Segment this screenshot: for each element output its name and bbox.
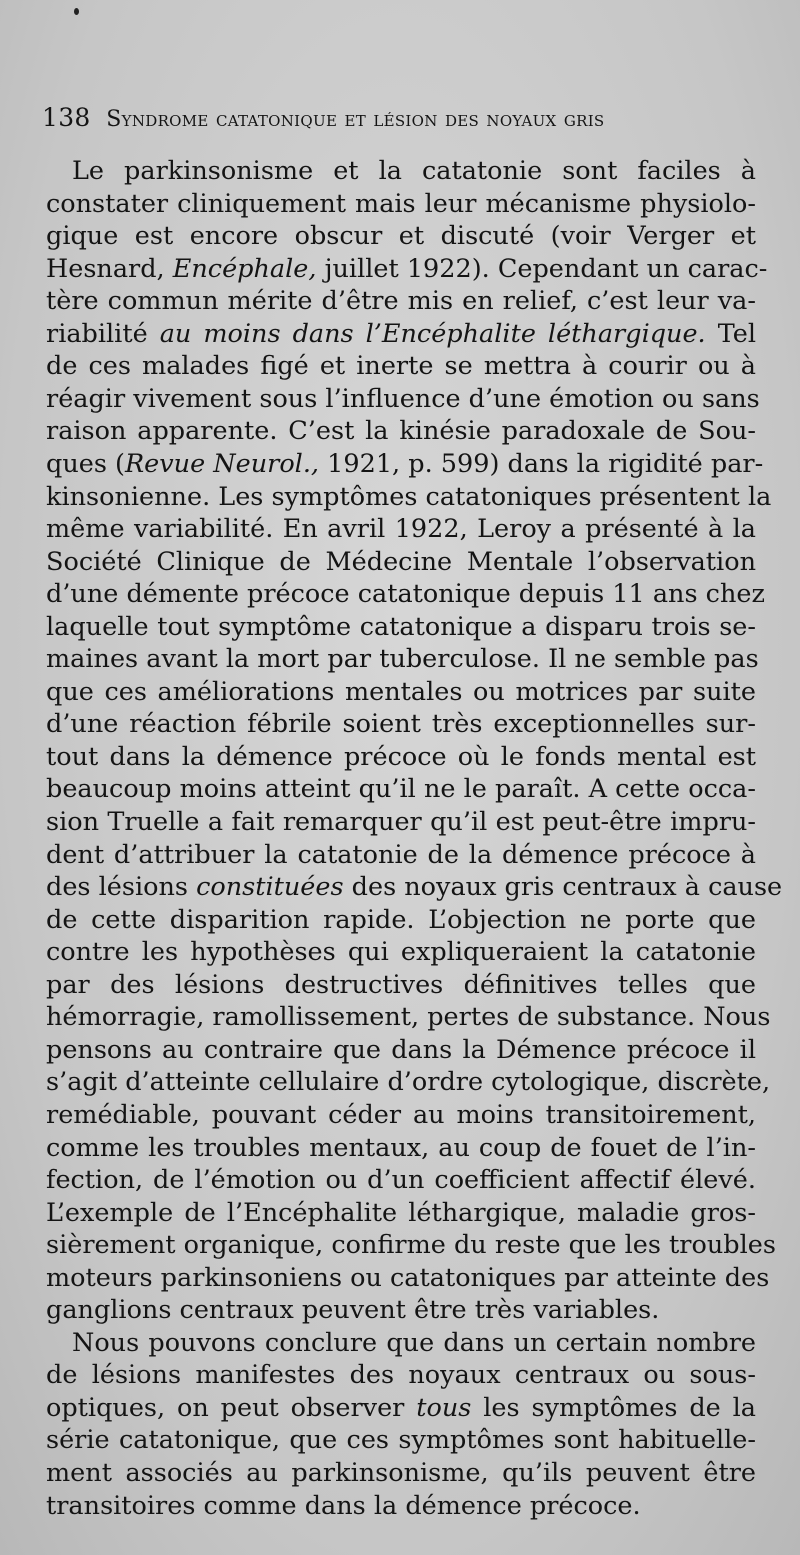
text-line xyxy=(46,904,756,936)
text-line xyxy=(46,1099,756,1131)
text-run: kinsonienne. Les symptômes catatoniques présentent la xyxy=(46,482,772,512)
text-run: Le parkinsonisme et la catatonie sont faciles à xyxy=(72,156,756,186)
text-line xyxy=(46,1392,756,1424)
text-run: constater cliniquement mais leur mécanisme physiolo- xyxy=(46,189,756,219)
text-run: tout dans la démence précoce où le fonds mental est xyxy=(46,742,756,772)
italic-text: tous xyxy=(416,1393,472,1423)
text-line xyxy=(46,643,759,675)
text-run: tère commun mérite d’être mis en relief, c’est leur va- xyxy=(46,286,756,316)
text-line xyxy=(46,969,756,1001)
text-run: hémorragie, ramollissement, pertes de substance. Nous xyxy=(46,1002,771,1032)
italic-text: constituées xyxy=(196,872,344,902)
text-run: Société Clinique de Médecine Mentale l’observation xyxy=(46,547,756,577)
text-line xyxy=(46,1262,770,1294)
text-run: gique est encore obscur et discuté (voir Verger et xyxy=(46,221,756,251)
text-line xyxy=(46,481,772,513)
text-line xyxy=(46,1132,756,1164)
text-line xyxy=(46,708,756,740)
text-line xyxy=(46,220,756,252)
text-run: moteurs parkinsoniens ou catatoniques par atteinte des xyxy=(46,1263,770,1293)
italic-text: Encéphale, xyxy=(172,254,317,284)
text-line xyxy=(72,1327,756,1359)
text-run: Tel xyxy=(705,319,756,349)
text-line xyxy=(46,1229,776,1261)
text-run: ques ( xyxy=(46,449,125,479)
text-line xyxy=(46,611,756,643)
text-run: fection, de l’émotion ou d’un coefficient affectif élevé. xyxy=(46,1165,756,1195)
text-run: riabilité xyxy=(46,319,160,349)
text-line xyxy=(46,1294,756,1326)
text-line xyxy=(46,350,756,382)
text-run: s’agit d’atteinte cellulaire d’ordre cytologique, discrète, xyxy=(46,1067,771,1097)
text-line xyxy=(46,1001,771,1033)
text-line xyxy=(46,1490,756,1522)
text-line xyxy=(46,936,756,968)
running-title: Syndrome catatonique et lésion des noyaux gris xyxy=(106,107,605,132)
text-run: transitoires comme dans la démence précoce. xyxy=(46,1491,641,1521)
text-run: comme les troubles mentaux, au coup de fouet de l’in- xyxy=(46,1133,756,1163)
text-run: réagir vivement sous l’influence d’une émotion ou sans xyxy=(46,384,760,414)
text-line xyxy=(46,839,756,871)
text-run: dent d’attribuer la catatonie de la démence précoce à xyxy=(46,840,756,870)
text-line xyxy=(46,513,756,545)
text-line xyxy=(46,188,756,220)
text-line xyxy=(46,415,756,447)
text-run: sion Truelle a fait remarquer qu’il est peut-être impru- xyxy=(46,807,756,837)
text-run: même variabilité. En avril 1922, Leroy a présenté à la xyxy=(46,514,756,544)
text-run: ganglions centraux peuvent être très variables. xyxy=(46,1295,660,1325)
text-line xyxy=(46,546,756,578)
text-line xyxy=(46,1359,756,1391)
ink-speck xyxy=(74,8,79,15)
text-run: d’une démente précoce catatonique depuis 11 ans chez xyxy=(46,579,765,609)
text-run: Hesnard, xyxy=(46,254,173,284)
text-run: par des lésions destructives définitives telles que xyxy=(46,970,756,1000)
text-line xyxy=(46,676,756,708)
text-line xyxy=(46,1424,756,1456)
text-run: sièrement organique, confirme du reste que les troubles xyxy=(46,1230,776,1260)
text-run: juillet 1922). Cependant un carac- xyxy=(316,254,768,284)
text-line xyxy=(46,773,756,805)
text-line xyxy=(46,1457,756,1489)
text-run: beaucoup moins atteint qu’il ne le paraît. A cette occa- xyxy=(46,774,756,804)
italic-text: Revue Neurol., xyxy=(124,449,320,479)
text-line xyxy=(46,741,756,773)
italic-text: au moins dans l’Encéphalite léthargique. xyxy=(159,319,706,349)
text-run: Nous pouvons conclure que dans un certain nombre xyxy=(72,1328,756,1358)
text-run: optiques, on peut observer xyxy=(46,1393,417,1423)
text-line xyxy=(46,871,783,903)
text-line xyxy=(46,318,756,350)
text-run: maines avant la mort par tuberculose. Il ne semble pas xyxy=(46,644,759,674)
text-run: pensons au contraire que dans la Démence précoce il xyxy=(46,1035,756,1065)
text-run: contre les hypothèses qui expliqueraient la catatonie xyxy=(46,937,756,967)
text-run: de lésions manifestes des noyaux centraux ou sous- xyxy=(46,1360,756,1390)
text-line xyxy=(46,448,764,480)
text-line xyxy=(46,383,760,415)
text-run: des noyaux gris centraux à cause xyxy=(343,872,783,902)
text-run: remédiable, pouvant céder au moins transitoirement, xyxy=(46,1100,756,1130)
page-number: 138 xyxy=(42,103,91,132)
text-run: d’une réaction fébrile soient très exceptionnelles sur- xyxy=(46,709,756,739)
text-line xyxy=(46,578,765,610)
text-run: ment associés au parkinsonisme, qu’ils peuvent être xyxy=(46,1458,756,1488)
running-header xyxy=(42,103,757,132)
text-line xyxy=(46,1164,756,1196)
text-run: laquelle tout symptôme catatonique a disparu trois se- xyxy=(46,612,756,642)
text-line xyxy=(46,1034,756,1066)
text-run: série catatonique, que ces symptômes sont habituelle- xyxy=(46,1425,756,1455)
text-run: de ces malades figé et inerte se mettra à courir ou à xyxy=(46,351,756,381)
text-run: des lésions xyxy=(46,872,197,902)
text-line xyxy=(46,285,756,317)
text-run: de cette disparition rapide. L’objection ne porte que xyxy=(46,905,756,935)
text-run: les symptômes de la xyxy=(471,1393,756,1423)
text-run: que ces améliorations mentales ou motrices par suite xyxy=(46,677,756,707)
text-run: L’exemple de l’Encéphalite léthargique, maladie gros- xyxy=(46,1198,756,1228)
text-line xyxy=(46,1066,771,1098)
text-line xyxy=(72,155,756,187)
text-line xyxy=(46,253,768,285)
text-line xyxy=(46,1197,756,1229)
text-run: raison apparente. C’est la kinésie paradoxale de Sou- xyxy=(46,416,756,446)
text-run: 1921, p. 599) dans la rigidité par- xyxy=(319,449,764,479)
text-line xyxy=(46,806,756,838)
